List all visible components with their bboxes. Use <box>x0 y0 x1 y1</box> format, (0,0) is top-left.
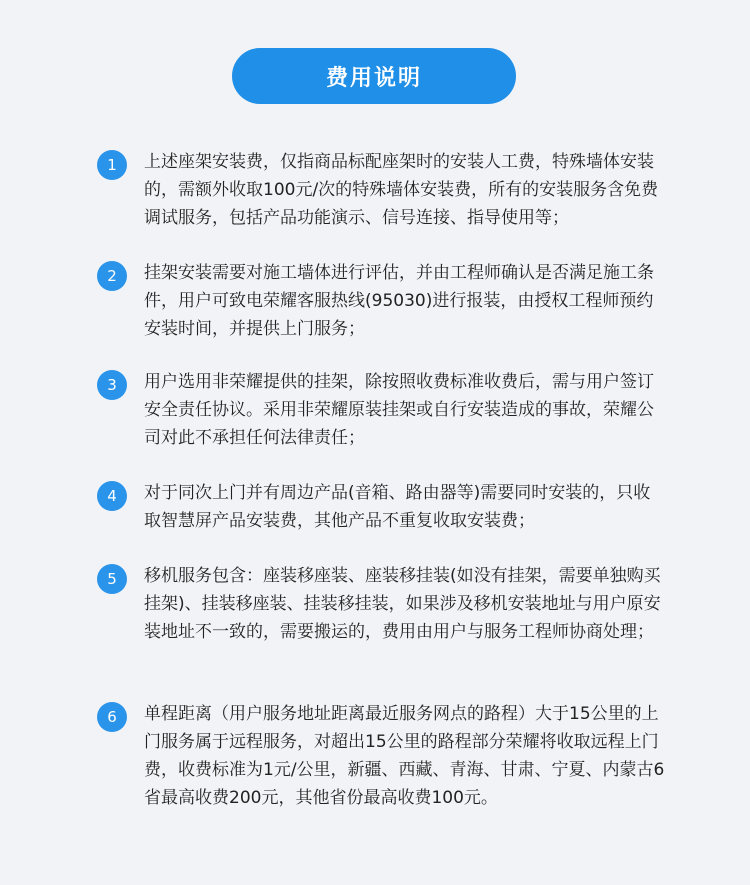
fee-item-1 <box>97 148 667 232</box>
page-title: 费用说明 <box>325 65 422 91</box>
item-number-badge: 6 <box>97 702 127 732</box>
item-text: 挂架安装需要对施工墙体进行评估，并由工程师确认是否满足施工条件，用户可致电荣耀客服热线(95030)进行报装，由授权工程师预约安装时间，并提供上门服务； <box>144 263 654 339</box>
fee-item-5 <box>97 562 667 646</box>
item-text: 单程距离（用户服务地址距离最近服务网点的路程）大于15公里的上门服务属于远程服务，对超出15公里的路程部分荣耀将收取远程上门费，收费标准为1元/公里，新疆、西藏、青海、甘肃、宁夏、内蒙古6省最高收费200元，其他省份最高收费100元。 <box>144 704 665 808</box>
item-number-badge: 2 <box>97 261 127 291</box>
item-number-badge: 3 <box>97 370 127 400</box>
item-text: 移机服务包含：座装移座装、座装移挂装(如没有挂架，需要单独购买挂架)、挂装移座装、挂装移挂装，如果涉及移机安装地址与用户原安装地址不一致的，需要搬运的，费用由用户与服务工程师协商处理； <box>144 566 661 642</box>
title-banner <box>232 48 516 104</box>
fee-item-6 <box>97 700 667 812</box>
fee-item-4 <box>97 479 667 535</box>
item-number-badge: 4 <box>97 481 127 511</box>
item-text: 对于同次上门并有周边产品(音箱、路由器等)需要同时安装的，只收取智慧屏产品安装费，其他产品不重复收取安装费； <box>144 483 651 531</box>
fee-item-3 <box>97 368 667 452</box>
item-text: 上述座架安装费，仅指商品标配座架时的安装人工费，特殊墙体安装的，需额外收取100元/次的特殊墙体安装费，所有的安装服务含免费调试服务，包括产品功能演示、信号连接、指导使用等； <box>144 152 659 228</box>
fee-item-2 <box>97 259 667 343</box>
item-number-badge: 1 <box>97 150 127 180</box>
item-text: 用户选用非荣耀提供的挂架，除按照收费标准收费后，需与用户签订安全责任协议。采用非荣耀原装挂架或自行安装造成的事故，荣耀公司对此不承担任何法律责任； <box>144 372 654 448</box>
item-number-badge: 5 <box>97 564 127 594</box>
